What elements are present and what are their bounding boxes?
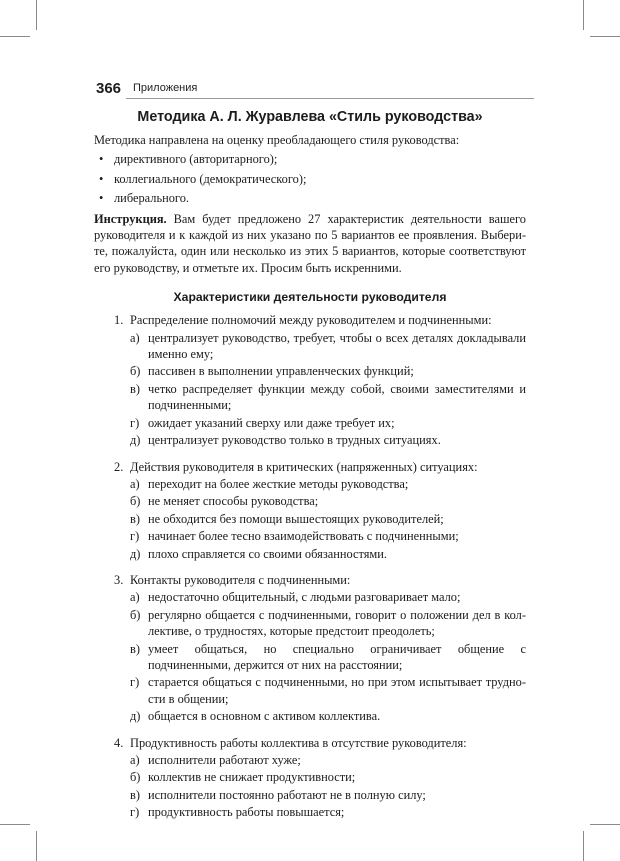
answer-option [94, 415, 526, 431]
question-label: Контакты руководителя с подчиненными: [130, 572, 351, 587]
intro-paragraph: Методика направлена на оценку преобладающего стиля руководства: [94, 133, 460, 147]
crop-mark [36, 831, 37, 861]
answer-option [94, 752, 526, 768]
option-letter: б) [130, 607, 141, 622]
question-text [94, 735, 526, 751]
answer-option [94, 381, 526, 414]
answer-option [94, 674, 526, 707]
option-letter: в) [130, 787, 140, 802]
question-block [94, 312, 526, 448]
option-letter: а) [130, 590, 140, 605]
option-text: недостаточно общительный, с людьми разговаривает мало; [148, 590, 461, 605]
option-text: общается в основном с активом коллектива. [148, 709, 381, 724]
question-label: Продуктивность работы коллектива в отсутствие руководителя: [130, 735, 467, 750]
option-letter: в) [130, 511, 140, 526]
option-text: продуктивность работы повышается; [148, 805, 345, 820]
answer-option [94, 589, 526, 605]
page-title: Методика А. Л. Журавлева «Стиль руководства» [137, 109, 483, 125]
question-number: 3. [114, 572, 124, 587]
answer-option [94, 330, 526, 363]
question-text [94, 312, 526, 328]
option-letter: а) [130, 476, 140, 491]
answer-option [94, 493, 526, 509]
crop-mark [36, 0, 37, 30]
option-letter: д) [130, 433, 141, 448]
header-rule [126, 98, 534, 99]
question-number: 1. [114, 313, 124, 328]
option-letter: г) [130, 675, 140, 690]
running-head: Приложения [133, 82, 198, 94]
answer-option [94, 546, 526, 562]
question-block [94, 572, 526, 725]
option-text: регулярно общается с подчиненными, говорит о положении дел в коллективе, о трудностях, которые предстоит преодолеть; [148, 607, 526, 639]
question-label: Распределение полномочий между руководителем и подчиненными: [130, 313, 492, 328]
option-text: централизует руководство только в трудных ситуациях. [148, 433, 441, 448]
instruction-text: Вам будет предложено 27 характеристик деятельности вашего руководителя и к каждой из них указано по 5 вариантов ее проявления. Выберите, пожалуйста, один или несколько из этих 5 вариантов, которые соответствуют его руководству, и отметьте их. Просим быть искренними. [94, 211, 526, 275]
option-letter: г) [130, 805, 140, 820]
option-text: старается общаться с подчиненными, но при этом испытывает трудности в общении; [148, 675, 526, 706]
option-text: переходит на более жесткие методы руководства; [148, 476, 409, 491]
section-title: Характеристики деятельности руководителя [173, 290, 447, 305]
crop-mark [583, 0, 584, 30]
answer-option [94, 432, 526, 448]
answer-option [94, 804, 526, 820]
question-text [94, 459, 526, 475]
instruction-label: Инструкция. [94, 211, 167, 226]
option-letter: д) [130, 709, 141, 724]
question-number: 2. [114, 459, 124, 474]
page-body [94, 108, 526, 821]
answer-option [94, 363, 526, 379]
option-text: пассивен в выполнении управленческих функций; [148, 364, 414, 379]
page-number: 366 [96, 80, 122, 97]
option-text: плохо справляется со своими обязанностями. [148, 546, 387, 561]
option-text: четко распределяет функции между собой, своими заместителями и подчиненными; [148, 381, 526, 413]
list-item: • директивного (авторитарного); [94, 151, 526, 167]
option-letter: а) [130, 330, 140, 345]
option-letter: б) [130, 494, 141, 509]
option-letter: г) [130, 415, 140, 430]
option-text: не меняет способы руководства; [148, 494, 319, 509]
option-text: начинает более тесно взаимодействовать с подчиненными; [148, 529, 459, 544]
crop-mark [590, 36, 620, 37]
answer-option [94, 769, 526, 785]
question-block [94, 459, 526, 562]
option-text: исполнители работают хуже; [148, 753, 301, 767]
option-text: ожидает указаний сверху или даже требует их; [148, 415, 395, 430]
answer-option [94, 787, 526, 803]
answer-option [94, 641, 526, 674]
answer-option [94, 708, 526, 724]
list-item: • коллегиального (демократического); [94, 171, 526, 187]
answer-option [94, 511, 526, 527]
crop-mark [0, 824, 30, 825]
style-list [94, 151, 526, 206]
option-letter: б) [130, 770, 141, 785]
answer-option [94, 528, 526, 544]
list-item: • либерального. [94, 190, 526, 206]
option-letter: г) [130, 529, 140, 544]
question-number: 4. [114, 735, 124, 750]
option-text: исполнители постоянно работают не в полную силу; [148, 787, 426, 802]
page-header [96, 80, 536, 102]
option-text: умеет общаться, но специально ограничивает общение с подчиненными, держится от них на расстоянии; [148, 641, 526, 672]
crop-mark [590, 824, 620, 825]
crop-mark [0, 36, 30, 37]
answer-option [94, 476, 526, 492]
question-list [94, 312, 526, 820]
option-letter: в) [130, 641, 140, 656]
option-text: коллектив не снижает продуктивности; [148, 770, 356, 785]
question-label: Действия руководителя в критических (напряженных) ситуациях: [130, 459, 478, 474]
question-block [94, 735, 526, 821]
option-text: централизует руководство, требует, чтобы о всех деталях докладывали именно ему; [148, 330, 526, 362]
crop-mark [583, 831, 584, 861]
instruction-paragraph [94, 211, 526, 277]
option-letter: а) [130, 753, 140, 767]
answer-option [94, 607, 526, 640]
question-text [94, 572, 526, 588]
option-letter: б) [130, 364, 141, 379]
option-text: не обходится без помощи вышестоящих руководителей; [148, 511, 444, 526]
option-letter: в) [130, 381, 140, 396]
option-letter: д) [130, 546, 141, 561]
